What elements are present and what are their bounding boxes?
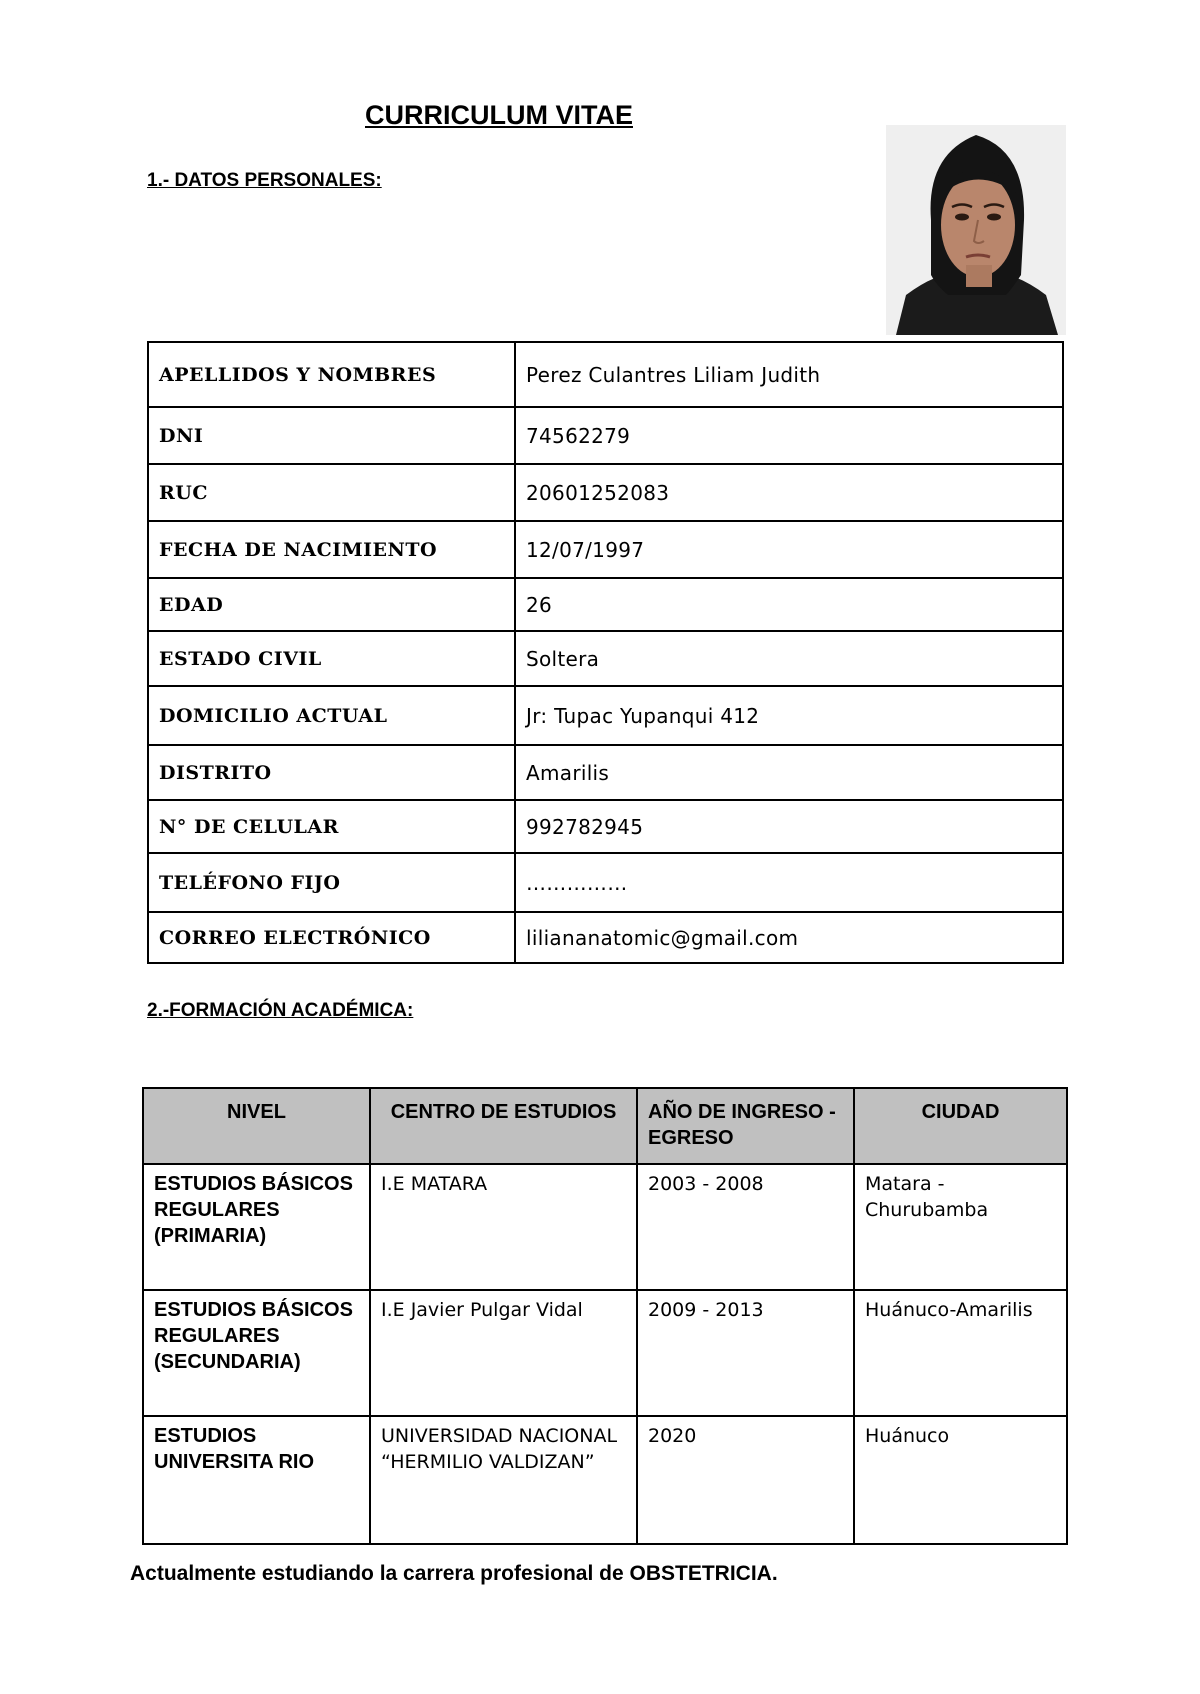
personal-data-row	[148, 631, 1063, 686]
field-label: DOMICILIO ACTUAL	[148, 686, 515, 745]
field-value: 74562279	[515, 407, 1063, 464]
field-label: APELLIDOS Y NOMBRES	[148, 342, 515, 407]
section-heading-personal: 1.- DATOS PERSONALES:	[147, 170, 382, 191]
field-value: ……………	[515, 853, 1063, 912]
personal-data-row	[148, 853, 1063, 912]
education-row	[143, 1290, 1067, 1416]
field-label: ESTADO CIVIL	[148, 631, 515, 686]
field-value: liliananatomic@gmail.com	[515, 912, 1063, 963]
education-cell-ciudad: Huánuco	[854, 1416, 1067, 1544]
personal-data-row	[148, 912, 1063, 963]
education-cell-centro: I.E Javier Pulgar Vidal	[370, 1290, 637, 1416]
personal-data-row	[148, 578, 1063, 631]
header-centro: CENTRO DE ESTUDIOS	[370, 1088, 637, 1164]
field-value: 26	[515, 578, 1063, 631]
field-value: Amarilis	[515, 745, 1063, 800]
personal-data-row	[148, 800, 1063, 853]
section-heading-academic: 2.-FORMACIÓN ACADÉMICA:	[147, 1000, 414, 1021]
education-cell-anios: 2020	[637, 1416, 854, 1544]
education-cell-nivel: ESTUDIOS BÁSICOS REGULARES (SECUNDARIA)	[143, 1290, 370, 1416]
field-value: Jr: Tupac Yupanqui 412	[515, 686, 1063, 745]
education-cell-centro: UNIVERSIDAD NACIONAL “HERMILIO VALDIZAN”	[370, 1416, 637, 1544]
personal-data-row	[148, 407, 1063, 464]
education-cell-ciudad: Matara - Churubamba	[854, 1164, 1067, 1290]
footer-note: Actualmente estudiando la carrera profesional de OBSTETRICIA.	[130, 1562, 778, 1585]
education-row	[143, 1416, 1067, 1544]
field-label: TELÉFONO FIJO	[148, 853, 515, 912]
personal-data-row	[148, 686, 1063, 745]
field-label: CORREO ELECTRÓNICO	[148, 912, 515, 963]
education-cell-nivel: ESTUDIOS BÁSICOS REGULARES (PRIMARIA)	[143, 1164, 370, 1290]
field-value: Soltera	[515, 631, 1063, 686]
profile-photo	[886, 125, 1066, 335]
education-cell-centro: I.E MATARA	[370, 1164, 637, 1290]
field-label: RUC	[148, 464, 515, 521]
field-label: FECHA DE NACIMIENTO	[148, 521, 515, 578]
education-table	[142, 1087, 1068, 1545]
field-label: N° DE CELULAR	[148, 800, 515, 853]
personal-data-row	[148, 342, 1063, 407]
header-anios: AÑO DE INGRESO - EGRESO	[637, 1088, 854, 1164]
personal-data-row	[148, 745, 1063, 800]
field-value: 20601252083	[515, 464, 1063, 521]
field-value: Perez Culantres Liliam Judith	[515, 342, 1063, 407]
personal-data-row	[148, 521, 1063, 578]
field-label: DISTRITO	[148, 745, 515, 800]
personal-data-row	[148, 464, 1063, 521]
education-cell-ciudad: Huánuco-Amarilis	[854, 1290, 1067, 1416]
field-label: DNI	[148, 407, 515, 464]
header-ciudad: CIUDAD	[854, 1088, 1067, 1164]
document-title: CURRICULUM VITAE	[365, 100, 633, 130]
education-cell-nivel: ESTUDIOS UNIVERSITA RIO	[143, 1416, 370, 1544]
education-cell-anios: 2003 - 2008	[637, 1164, 854, 1290]
personal-data-table	[147, 341, 1064, 964]
education-header-row	[143, 1088, 1067, 1164]
field-value: 992782945	[515, 800, 1063, 853]
field-label: EDAD	[148, 578, 515, 631]
education-cell-anios: 2009 - 2013	[637, 1290, 854, 1416]
education-row	[143, 1164, 1067, 1290]
field-value: 12/07/1997	[515, 521, 1063, 578]
header-nivel: NIVEL	[143, 1088, 370, 1164]
